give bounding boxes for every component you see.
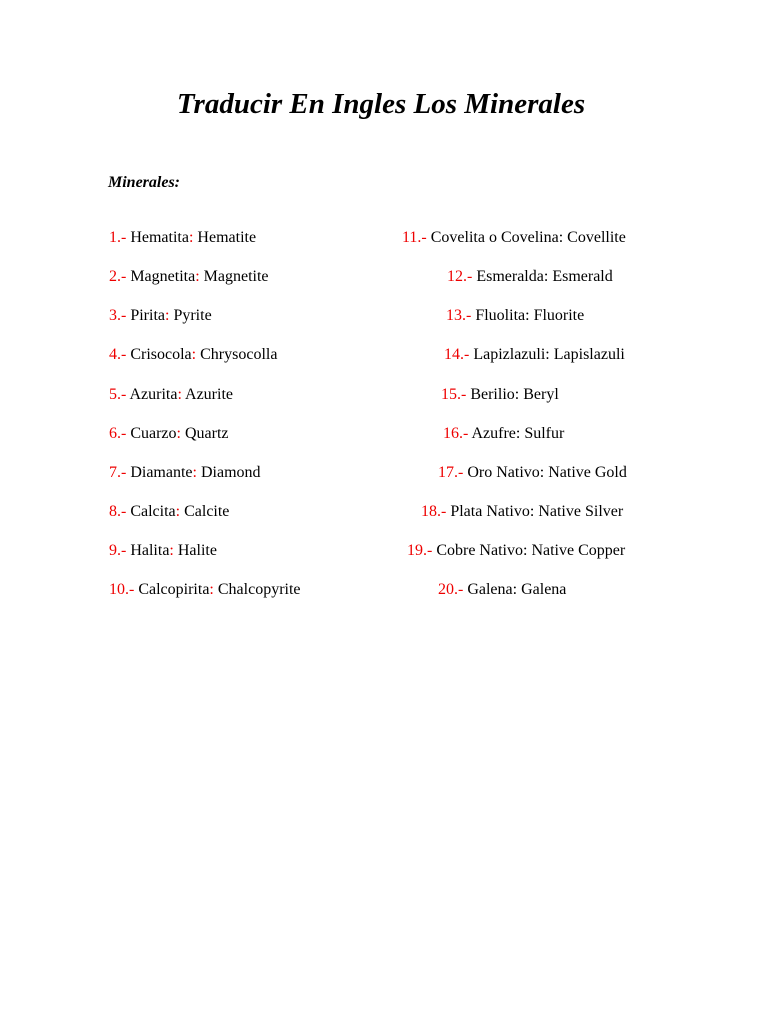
english-name: Quartz xyxy=(184,425,229,442)
english-name: Azurite xyxy=(185,386,233,403)
section-heading: Minerales: xyxy=(108,174,180,191)
list-item: 10.- Calcopirita: Chalcopyrite xyxy=(109,581,301,598)
spanish-name: Oro Nativo xyxy=(467,464,540,481)
spanish-name: Cobre Nativo xyxy=(436,542,523,559)
spanish-name: Plata Nativo xyxy=(450,503,530,520)
list-item: 14.- Lapizlazuli: Lapislazuli xyxy=(444,346,625,363)
spanish-name: Calcopirita xyxy=(138,581,210,598)
item-number: 15.- xyxy=(441,386,467,403)
spanish-name: Azufre xyxy=(471,425,516,442)
page-title: Traducir En Ingles Los Minerales xyxy=(176,88,586,120)
item-number: 10.- xyxy=(109,581,135,598)
item-number: 4.- xyxy=(109,346,127,363)
english-name: Covellite xyxy=(567,229,626,246)
item-number: 7.- xyxy=(109,464,127,481)
list-item: 15.- Berilio: Beryl xyxy=(441,386,559,403)
spanish-name: Diamante xyxy=(130,464,193,481)
item-number: 11.- xyxy=(402,229,427,246)
item-number: 19.- xyxy=(407,542,433,559)
spanish-name: Galena xyxy=(467,581,513,598)
list-item: 11.- Covelita o Covelina: Covellite xyxy=(402,229,626,246)
spanish-name: Pirita xyxy=(130,307,165,324)
english-name: Native Copper xyxy=(531,542,626,559)
spanish-name: Magnetita xyxy=(130,268,196,285)
english-name: Hematite xyxy=(197,229,257,246)
item-number: 3.- xyxy=(109,307,127,324)
english-name: Halite xyxy=(177,542,217,559)
item-number: 13.- xyxy=(446,307,472,324)
item-number: 9.- xyxy=(109,542,127,559)
item-number: 16.- xyxy=(443,425,469,442)
list-item: 3.- Pirita: Pyrite xyxy=(109,307,212,324)
spanish-name: Crisocola xyxy=(130,346,192,363)
spanish-name: Azurita xyxy=(129,386,178,403)
english-name: Pyrite xyxy=(173,307,212,324)
english-name: Magnetite xyxy=(203,268,269,285)
english-name: Native Gold xyxy=(548,464,627,481)
item-number: 6.- xyxy=(109,425,127,442)
list-item: 6.- Cuarzo: Quartz xyxy=(109,425,229,442)
list-item: 4.- Crisocola: Chrysocolla xyxy=(109,346,278,363)
spanish-name: Hematita xyxy=(130,229,189,246)
english-name: Lapislazuli xyxy=(553,346,625,363)
spanish-name: Lapizlazuli xyxy=(473,346,546,363)
spanish-name: Cuarzo xyxy=(130,425,177,442)
list-item: 19.- Cobre Nativo: Native Copper xyxy=(407,542,626,559)
item-number: 2.- xyxy=(109,268,127,285)
english-name: Native Silver xyxy=(538,503,624,520)
spanish-name: Calcita xyxy=(130,503,176,520)
list-item: 16.- Azufre: Sulfur xyxy=(443,425,565,442)
list-item: 18.- Plata Nativo: Native Silver xyxy=(421,503,624,520)
list-item: 20.- Galena: Galena xyxy=(438,581,567,598)
list-item: 17.- Oro Nativo: Native Gold xyxy=(438,464,627,481)
list-item: 7.- Diamante: Diamond xyxy=(109,464,261,481)
list-item: 9.- Halita: Halite xyxy=(109,542,217,559)
spanish-name: Covelita o Covelina xyxy=(430,229,559,246)
english-name: Diamond xyxy=(200,464,261,481)
list-item: 2.- Magnetita: Magnetite xyxy=(109,268,269,285)
list-item: 5.- Azurita: Azurite xyxy=(109,386,233,403)
spanish-name: Halita xyxy=(130,542,170,559)
list-item: 13.- Fluolita: Fluorite xyxy=(446,307,585,324)
item-number: 1.- xyxy=(109,229,127,246)
spanish-name: Fluolita xyxy=(475,307,526,324)
item-number: 17.- xyxy=(438,464,464,481)
spanish-name: Esmeralda xyxy=(476,268,544,285)
item-number: 14.- xyxy=(444,346,470,363)
english-name: Chalcopyrite xyxy=(217,581,301,598)
item-number: 8.- xyxy=(109,503,127,520)
list-item: 8.- Calcita: Calcite xyxy=(109,503,230,520)
english-name: Galena xyxy=(521,581,567,598)
spanish-name: Berilio xyxy=(470,386,515,403)
item-number: 20.- xyxy=(438,581,464,598)
item-number: 12.- xyxy=(447,268,473,285)
list-item: 1.- Hematita: Hematite xyxy=(109,229,257,246)
english-name: Calcite xyxy=(184,503,230,520)
item-number: 5.- xyxy=(109,386,127,403)
list-item: 12.- Esmeralda: Esmerald xyxy=(447,268,613,285)
english-name: Sulfur xyxy=(524,425,565,442)
english-name: Esmerald xyxy=(552,268,613,285)
item-number: 18.- xyxy=(421,503,447,520)
english-name: Fluorite xyxy=(533,307,585,324)
english-name: Chrysocolla xyxy=(200,346,278,363)
english-name: Beryl xyxy=(523,386,559,403)
